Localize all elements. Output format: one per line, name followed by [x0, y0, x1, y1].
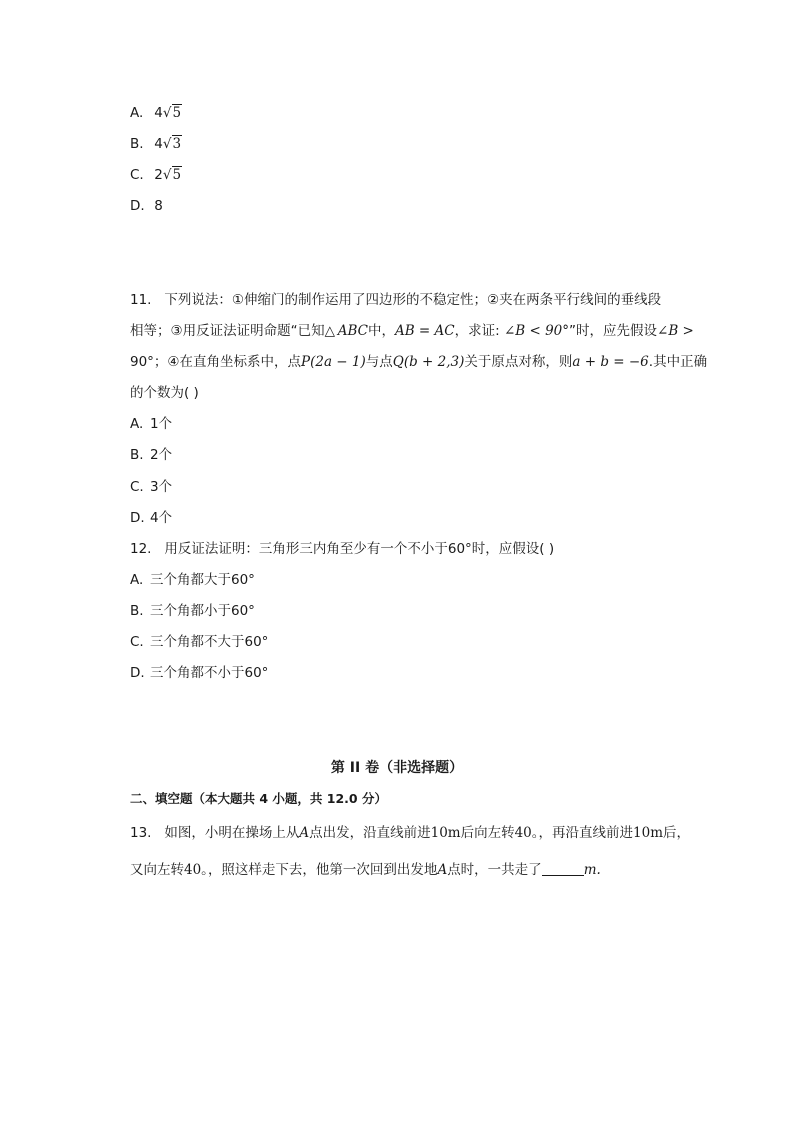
q11-math-ab-ac: AB = AC: [394, 323, 455, 339]
radical-icon: √: [162, 136, 172, 152]
q11-option-a: A. 1个: [130, 416, 173, 432]
q13-number: 13.: [130, 825, 152, 841]
q11-text-2b: 中，: [367, 323, 395, 339]
q12-option-c-text: 三个角都不大于60°: [150, 634, 269, 650]
q11-text-3a: 90°；④在直角坐标系中，点: [130, 354, 302, 370]
q10-option-a-coef: 4: [154, 105, 163, 121]
q10-option-d: D. 8: [130, 198, 163, 214]
q11-text-2d: ”时，应先假设: [569, 323, 658, 339]
q11-math-sum: a + b = −6: [572, 354, 649, 370]
q11-option-c: C. 3个: [130, 479, 173, 495]
q13-text-1a: 如图，小明在操场上从: [164, 825, 300, 841]
q10-option-b-coef: 4: [154, 136, 163, 152]
q13-point-a-2: A: [437, 862, 448, 878]
q11-text-2c: ，求证:: [454, 323, 504, 339]
radical-icon: √: [162, 167, 172, 183]
q12-option-d: D. 三个角都不小于60°: [130, 665, 269, 681]
q11-math-point-q: Q(b + 2,3): [392, 354, 465, 370]
q13-stem-line-1: [130, 823, 690, 843]
q13-text-1d: ，再沿直线前进: [538, 825, 634, 841]
answer-blank[interactable]: [542, 861, 584, 876]
q11-stem-line-4: [130, 383, 199, 403]
q13-angle-2: 40。: [184, 862, 208, 878]
q10-option-d-value: 8: [154, 198, 163, 214]
q11-option-c-text: 3个: [150, 479, 173, 495]
q11-stem-line-2: [130, 321, 694, 341]
q11-option-d: D. 4个: [130, 510, 173, 526]
q10-option-a-radicand: 5: [172, 105, 182, 121]
part-two-title: 第 II 卷（非选择题）: [330, 760, 464, 776]
q13-point-a: A: [299, 825, 310, 841]
q13-angle-1: 40。: [514, 825, 539, 841]
q11-text-3b: 与点: [365, 354, 393, 370]
q11-text-3d: .其中正确: [648, 354, 708, 370]
q11-text-3c: 关于原点对称，则: [464, 354, 573, 370]
q13-unit: m.: [583, 862, 601, 878]
q11-triangle-abc: ABC: [337, 323, 368, 339]
q11-stem-line-1: [130, 290, 661, 310]
q11-text-2a: 相等；③用反证法证明命题“已知: [130, 323, 325, 339]
q11-math-angle: ∠B < 90°: [503, 323, 570, 339]
q11-option-b-text: 2个: [150, 447, 173, 463]
radical-icon: √: [162, 105, 172, 121]
q12-option-d-text: 三个角都不小于60°: [150, 665, 269, 681]
q11-stem-line-3: [130, 352, 707, 372]
q13-text-1c: 后向左转: [460, 825, 515, 841]
triangle-icon: △: [324, 323, 335, 339]
q12-number: 12.: [130, 541, 152, 557]
q13-text-1b: 点出发，沿直线前进: [309, 825, 431, 841]
q13-distance-2: 10m: [633, 825, 664, 841]
q10-option-c: C. 2√5: [130, 167, 182, 183]
q12-option-b-text: 三个角都小于60°: [150, 603, 255, 619]
q12-option-a: A. 三个角都大于60°: [130, 572, 255, 588]
q13-stem-line-2: [130, 860, 601, 880]
q11-option-a-text: 1个: [150, 416, 173, 432]
q10-option-b-radicand: 3: [172, 136, 182, 152]
q11-option-b: B. 2个: [130, 447, 173, 463]
q12-text: 用反证法证明：三角形三内角至少有一个不小于60°时，应假设( ): [164, 541, 555, 557]
q12-stem: [130, 539, 554, 559]
q11-text-4: 的个数为( ): [130, 385, 199, 401]
q10-option-a: A. 4√5: [130, 105, 182, 121]
q11-math-point-p: P(2a − 1): [301, 354, 366, 370]
q13-text-1e: 后，: [663, 825, 691, 841]
q12-option-c: C. 三个角都不大于60°: [130, 634, 269, 650]
q12-option-b: B. 三个角都小于60°: [130, 603, 255, 619]
q11-math-angle-2: ∠B >: [657, 323, 694, 339]
q10-option-c-coef: 2: [154, 167, 163, 183]
section-heading: 二、填空题（本大题共 4 小题，共 12.0 分）: [130, 791, 387, 806]
q11-option-d-text: 4个: [150, 510, 173, 526]
q12-option-a-text: 三个角都大于60°: [150, 572, 255, 588]
q13-text-2a: 又向左转: [130, 862, 184, 878]
q11-number: 11.: [130, 292, 152, 308]
q10-option-b: B. 4√3: [130, 136, 182, 152]
q13-distance-1: 10m: [430, 825, 461, 841]
q13-text-2c: 点时，一共走了: [447, 862, 542, 878]
q10-option-c-radicand: 5: [172, 167, 182, 183]
q13-text-2b: ，照这样走下去，他第一次回到出发地: [207, 862, 438, 878]
q11-text-1: 下列说法：①伸缩门的制作运用了四边形的不稳定性；②夹在两条平行线间的垂线段: [164, 292, 662, 308]
